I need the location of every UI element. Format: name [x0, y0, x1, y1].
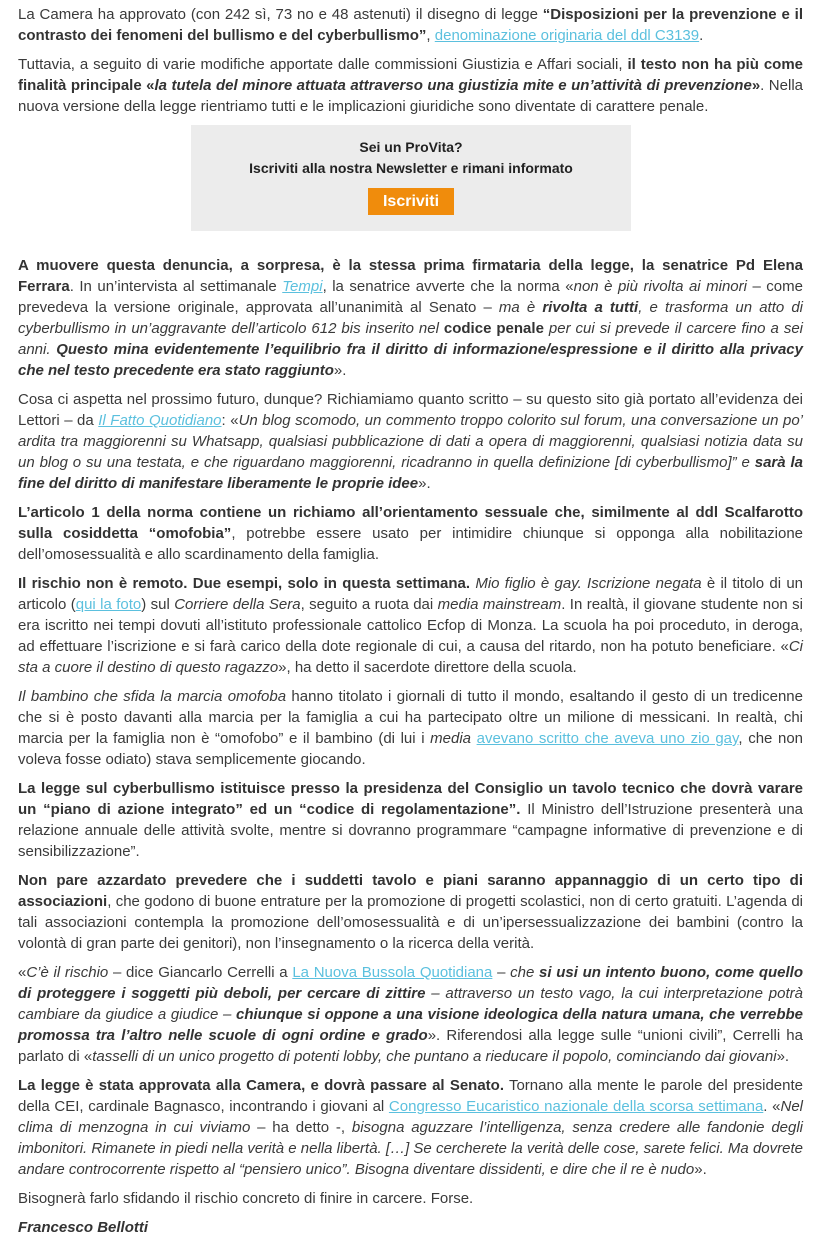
zio-gay-link[interactable]: avevano scritto che aveva uno zio gay — [476, 730, 739, 747]
paragraph-10: «C’è il rischio – dice Giancarlo Cerrelli a La Nuova Bussola Quotidiana – che si usi un intento buono, come quello di proteggere i soggetti più deboli, per cercare di zittire – attraverso un testo vago, la cui interpretazione potrà cambiare da giudice a giudice – chiunque si oppone a una visione ideologica della natura umana, che verrebbe promossa tra l’altro nelle scuole di ogni ordine e grado». Riferendosi alla legge sulle “unioni civili”, Cerrelli ha parlato di «tasselli di un unico progetto di potenti lobby, che puntano a rieducare il popolo, cominciando dai giovani». — [18, 964, 803, 1065]
photo-link[interactable]: qui la foto — [75, 596, 142, 613]
newsletter-heading: Sei un ProVita? — [359, 139, 463, 155]
paragraph-11: La legge è stata approvata alla Camera, e dovrà passare al Senato. Tornano alla mente le parole del presidente della CEI, cardinale Bagnasco, incontrando i giovani al Congresso Eucaristico nazionale della scorsa settimana. «Nel clima di menzogna in cui viviamo – ha detto -, bisogna aguzzare l’intelligenza, senza credere alle fandonie degli imbonitori. Rimanete in piedi nella verità e nella libertà. […] Se cercherete la verità delle cose, sarete felici. Ma dovrete andare controcorrente rispetto al “pensiero unico”. Bisogna diventare dissidenti, e dire che il re è nudo». — [18, 1077, 804, 1178]
paragraph-2: Tuttavia, a seguito di varie modifiche apportate dalle commissioni Giustizia e Affari sociali, il testo non ha più come finalità principale «la tutela del minore attuata attraverso una giustizia mite e un’attività di prevenzione». Nella nuova versione della legge rientriamo tutti e le implicazioni giuridiche sono diventate di carattere penale. — [18, 56, 803, 115]
author-name: Francesco Bellotti — [18, 1219, 149, 1236]
subscribe-button[interactable]: Iscriviti — [368, 188, 454, 215]
paragraph-7: Il bambino che sfida la marcia omofoba hanno titolato i giornali di tutto il mondo, esaltando il gesto di un tredicenne che si è posto davanti alla marcia per la famiglia a cui ha partecipato oltre un milione di messicani. In realtà, chi marcia per la famiglia non è “omofobo” e il bambino (di lui i media avevano scritto che aveva uno zio gay, che non voleva fosse odiato) stava semplicemente giocando. — [18, 688, 804, 768]
paragraph-3: A muovere questa denuncia, a sorpresa, è la stessa prima firmataria della legge, la senatrice Pd Elena Ferrara. In un’intervista al settimanale Tempi, la senatrice avverte che la norma «non è più rivolta ai minori – come prevedeva la versione originale, approvata all’unanimità al Senato – ma è rivolta a tutti, e trasforma un atto di cyberbullismo in un’aggravante dell’articolo 612 bis inserito nel codice penale per cui si prevede il carcere fino a sei anni. Questo mina evidentemente l’equilibrio fra il diritto di informazione/espressione e il diritto alla privacy che nel testo precedente era stato raggiunto». — [18, 257, 803, 379]
paragraph-1: La Camera ha approvato (con 242 sì, 73 no e 48 astenuti) il disegno di legge “Disposizioni per la prevenzione e il contrasto dei fenomeni del bullismo e del cyberbullismo”, denominazione originaria del ddl C3139. — [18, 6, 804, 44]
paragraph-5: L’articolo 1 della norma contiene un richiamo all’orientamento sessuale che, similmente al ddl Scalfarotto sulla cosiddetta “omofobia”, potrebbe essere usato per intimidire chiunque si opponga alla nobilitazione dell’omosessualità e allo scardinamento della famiglia. — [18, 504, 804, 563]
paragraph-12: Bisognerà farlo sfidando il rischio concreto di finire in carcere. Forse. — [18, 1190, 474, 1207]
ddl-link[interactable]: denominazione originaria del ddl C3139 — [434, 27, 700, 44]
tempi-link[interactable]: Tempi — [282, 278, 323, 295]
article-body — [18, 4, 803, 1246]
paragraph-6: Il rischio non è remoto. Due esempi, solo in questa settimana. Mio figlio è gay. Iscrizione negata è il titolo di un articolo (qui la foto) sul Corriere della Sera, seguito a ruota dai media mainstream. In realtà, il giovane studente non si era iscritto nei tempi dovuti all’istituto professionale cattolico Ecfop di Monza. La scuola ha poi proceduto, in deroga, ad effettuare l’iscrizione e si farà carico della dote regionale di cui, a causa del ritardo, non ha potuto beneficiare. «Ci sta a cuore il destino di questo ragazzo», ha detto il sacerdote direttore della scuola. — [18, 575, 804, 676]
paragraph-8: La legge sul cyberbullismo istituisce presso la presidenza del Consiglio un tavolo tecnico che dovrà varare un “piano di azione integrato” ed un “codice di regolamentazione”. Il Ministro dell’Istruzione presenterà una relazione annuale delle attività svolte, mentre si dovranno programmare “campagne informative di prevenzione e di sensibilizzazione”. — [18, 780, 803, 860]
newsletter-box — [191, 125, 631, 231]
paragraph-9: Non pare azzardato prevedere che i suddetti tavolo e piani saranno appannaggio di un certo tipo di associazioni, che godono di buone entrature per la promozione di progetti scolastici, non di certo gratuiti. L’agenda di tali associazioni contempla la promozione dell’omosessualità e di un’ipersessualizzazione dei bambini (contro la volontà di gran parte dei genitori), non l’insegnamento o la ricerca della verità. — [18, 872, 803, 952]
fatto-quotidiano-link[interactable]: Il Fatto Quotidiano — [98, 412, 222, 429]
newsletter-subheading: Iscriviti alla nostra Newsletter e rimani informato — [249, 160, 573, 176]
paragraph-4: Cosa ci aspetta nel prossimo futuro, dunque? Richiamiamo quanto scritto – su questo sito già portato all’evidenza dei Lettori – da Il Fatto Quotidiano: «Un blog scomodo, un commento troppo colorito sul forum, una conversazione un po’ ardita tra maggiorenni su Whatsapp, qualsiasi pubblicazione di dati a opera di maggiorenni, qualsiasi notizia data su un blog o su una testata, e che riguardano maggiorenni, ricadranno in quella definizione [di cyberbullismo]” e sarà la fine del diritto di manifestare liberamente le proprie idee». — [18, 391, 804, 492]
congresso-link[interactable]: Congresso Eucaristico nazionale della scorsa settimana — [388, 1098, 764, 1115]
nuova-bussola-link[interactable]: La Nuova Bussola Quotidiana — [292, 964, 493, 981]
